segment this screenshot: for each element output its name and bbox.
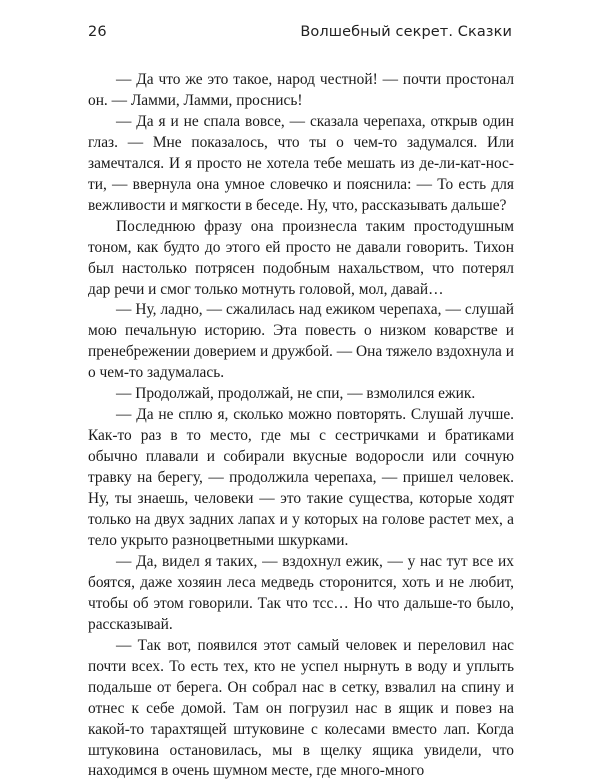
paragraph: — Да, видел я таких, — вздохнул ежик, — у нас тут все их боятся, даже хозяин леса медведь сторонится, хоть и не любит, чтобы об этом говорили. Так что тсс… Но что дальше-то было, рассказывай. (88, 552, 514, 633)
running-head (88, 24, 512, 46)
paragraph: — Так вот, появился этот самый человек и переловил нас почти всех. То есть тех, кто не успел нырнуть в воду и уплыть подальше от берега. Он собрал нас в сетку, взвалил на спину и отнес к себе домой. Там он погрузил нас в ящик и повез на какой-то тарахтящей штуковине с колесами вместо лап. Когда штуковина остановилась, мы в щелку ящика увидели, что находимся в очень шумном месте, где много-много (88, 636, 514, 780)
paragraph: Последнюю фразу она произнесла таким простодушным тоном, как будто до этого ей просто не давали говорить. Тихон был настолько потрясен подобным нахальством, что потерял дар речи и смог только мотнуть головой, мол, давай… (88, 217, 514, 298)
paragraph: — Ну, ладно, — сжалилась над ежиком черепаха, — слушай мою печальную историю. Эта повесть о низком коварстве и пренебрежении доверием и дружбой. — Она тяжело вздохнула и о чем-то задумалась. (88, 301, 514, 382)
page-number: 26 (88, 24, 107, 40)
book-title: Волшебный секрет. Сказки (300, 24, 512, 40)
paragraph: — Продолжай, продолжай, не спи, — взмолился ежик. (116, 385, 476, 403)
paragraph: — Да не сплю я, сколько можно повторять. Слушай лучше. Как-то раз в то место, где мы с сестричками и братиками обычно плавали и собирали вкусные водоросли или сочную травку на берегу, — продолжила черепаха, — пришел человек. Ну, ты знаешь, человеки — это такие существа, которые ходят только на двух задних лапах и у которых на голове растет мех, а тело укрыто разноцветными шкурками. (88, 406, 514, 549)
body-text (88, 70, 514, 782)
paragraph: — Да я и не спала вовсе, — сказала черепаха, открыв один глаз. — Мне показалось, что ты о чем-то задумался. Или замечтался. И я просто не хотела тебе мешать из де-ли-кат-нос-ти, — ввернула она умное словечко и пояснила: — То есть для вежливости и мягкости в беседе. Ну, что, рассказывать дальше? (88, 112, 514, 214)
paragraph: — Да что же это такое, народ честной! — почти простонал он. — Ламми, Ламми, проснись! (88, 71, 514, 109)
